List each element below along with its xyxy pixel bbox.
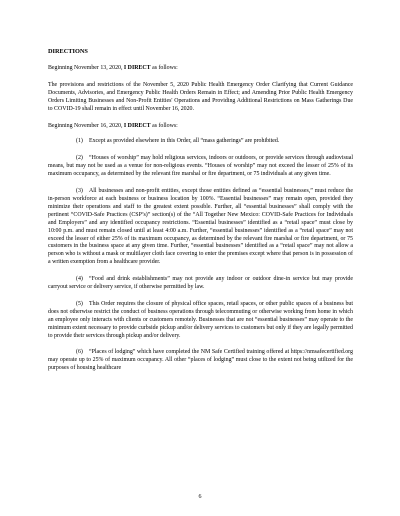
- item-text: “Food and drink establishments” may not provide any indoor or outdoor dine-in service but may provide carryout service or delivery service, if otherwise permitted by law.: [48, 276, 353, 291]
- i-direct-text: I DIRECT: [123, 65, 151, 71]
- i-direct-text: I DIRECT: [123, 122, 151, 129]
- list-item: [48, 138, 353, 146]
- second-intro-suffix: as follows:: [150, 122, 178, 129]
- item-text: All businesses and non-profit entities, except those entities defined as “essential businesses,” must reduce the in-person workforce at each business or business location by 100%. “Essential businesses” may remain open, provided they minimize their operations and staff to the greatest extent possible. Further, all “essential businesses” shall comply with the pertinent “COVID-Safe Practices (CSP’s)” section(s) of the “All Together New Mexico: COVID-Safe Practices for Individuals and Employers” and any identified occupancy restrictions. “Essential businesses” identified as a “retail space” must close by 10:00 p.m. and must remain closed until at least 4:00 a.m. Further, “essential businesses” identified as a “retail space” may not exceed the lesser of either 25% of its maximum occupancy, as determined by the relevant fire marshal or fire department, or 75 customers in the business space at any given time. Further, “essential businesses” identified as a “retail space” may not allow a person who is without a mask or multilayer cloth face covering to enter the premises except where that person is in possession of a written exemption from a healthcare provider.: [48, 188, 353, 266]
- list-item: [48, 276, 353, 292]
- list-item: [48, 301, 353, 341]
- provisions-paragraph: The provisions and restrictions of the November 5, 2020 Public Health Emergency Order Clarifying that Current Guidance Documents, Advisories, and Emergency Public Health Orders Remain in Effect; and Amending Prior Public Health Emergency Orders Limiting Businesses and Non-Profit Entities' Operations and Providing Additional Restrictions on Mass Gatherings Due to COVID-19 shall remain in effect until November 16, 2020.: [48, 81, 353, 112]
- item-number: (1): [76, 138, 83, 145]
- second-intro-prefix: Beginning November 16, 2020,: [48, 122, 124, 129]
- page-number: 6: [198, 494, 202, 500]
- intro-paragraph: [48, 65, 353, 73]
- item-text: Except as provided elsewhere in this Order, all “mass gatherings” are prohibited.: [89, 138, 280, 145]
- list-item: [48, 188, 353, 267]
- section-heading: DIRECTIONS: [48, 48, 88, 55]
- item-number: (5): [76, 300, 83, 307]
- item-text: “Places of lodging” which have completed the NM Safe Certified training offered at https://nmsafecertified.org may operate up to 25% of maximum occupancy. All other “places of lodging” must close to the extent not being utilized for the purposes of housing healthcare: [48, 349, 353, 372]
- item-number: (2): [76, 155, 83, 162]
- second-intro-paragraph: [48, 123, 353, 131]
- intro-prefix: Beginning November 13, 2020,: [48, 65, 124, 71]
- intro-suffix: as follows:: [150, 65, 178, 71]
- item-number: (6): [76, 349, 83, 356]
- list-item: [48, 349, 353, 373]
- list-item: [48, 155, 353, 179]
- item-number: (3): [76, 188, 83, 195]
- item-text: This Order requires the closure of physical office spaces, retail spaces, or other public spaces of a business but does not otherwise restrict the conduct of business operations through telecommuting or otherwise working from home in which an employee only interacts with clients or customers remotely. Businesses that are not “essential businesses” may operate to the minimum extent necessary to provide curbside pickup and/or delivery services to customers but only if they are legally permitted to provide their services through pickup and/or delivery.: [48, 300, 353, 339]
- item-number: (4): [76, 276, 83, 283]
- item-text: “Houses of worship” may hold religious services, indoors or outdoors, or provide services through audiovisual means, but may not be used as a venue for non-religious events. “Houses of worship” may not exceed the lesser of 25% of its maximum occupancy, as determined by the relevant fire marshal or fire department, or 75 individuals at any given time.: [48, 155, 353, 178]
